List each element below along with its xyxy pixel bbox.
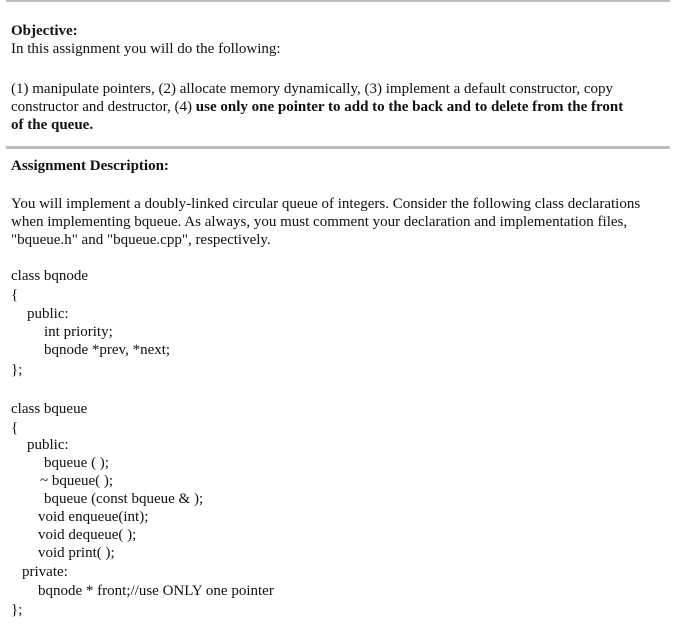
description-line-1: You will implement a doubly-linked circular queue of integers. Consider the following class declarations	[11, 196, 641, 212]
bqnode-open-brace: {	[11, 287, 19, 303]
bqueue-public-label: public:	[27, 437, 69, 453]
bqnode-member-priority: int priority;	[44, 324, 113, 340]
bqueue-dequeue: void dequeue( );	[38, 527, 137, 543]
objective-items-line-3: of the queue.	[11, 117, 94, 133]
bqueue-close-brace: };	[11, 602, 23, 618]
objective-heading: Objective:	[11, 23, 78, 39]
bqueue-declaration: class bqueue	[11, 401, 88, 417]
bqueue-member-front: bqnode * front;//use ONLY one pointer	[38, 583, 274, 599]
objective-items-line-2-normal: constructor and destructor, (4)	[11, 99, 196, 115]
bqnode-member-pointers: bqnode *prev, *next;	[44, 342, 171, 358]
bqnode-close-brace: };	[11, 362, 23, 378]
bqueue-destructor: ~ bqueue( );	[40, 473, 114, 489]
top-divider	[6, 0, 670, 2]
bqnode-public-label: public:	[27, 306, 69, 322]
objective-items-line-2	[11, 98, 623, 116]
objective-intro: In this assignment you will do the following:	[11, 41, 281, 57]
objective-items-line-1: (1) manipulate pointers, (2) allocate memory dynamically, (3) implement a default constructor, copy	[11, 81, 613, 97]
bqueue-default-constructor: bqueue ( );	[44, 455, 109, 471]
bqueue-open-brace: {	[11, 420, 19, 436]
objective-items-line-2-bold: use only one pointer to add to the back and to delete from the front	[195, 99, 624, 115]
bqnode-declaration: class bqnode	[11, 268, 89, 284]
bqueue-copy-constructor: bqueue (const bqueue & );	[44, 491, 204, 507]
description-line-3: "bqueue.h" and "bqueue.cpp", respectively.	[11, 232, 271, 248]
section-divider	[6, 146, 670, 149]
bqueue-print: void print( );	[38, 545, 115, 561]
bqueue-enqueue: void enqueue(int);	[38, 509, 149, 525]
description-line-2: when implementing bqueue. As always, you must comment your declaration and implementation files,	[11, 214, 628, 230]
bqueue-private-label: private:	[22, 564, 68, 580]
description-heading: Assignment Description:	[11, 158, 169, 174]
